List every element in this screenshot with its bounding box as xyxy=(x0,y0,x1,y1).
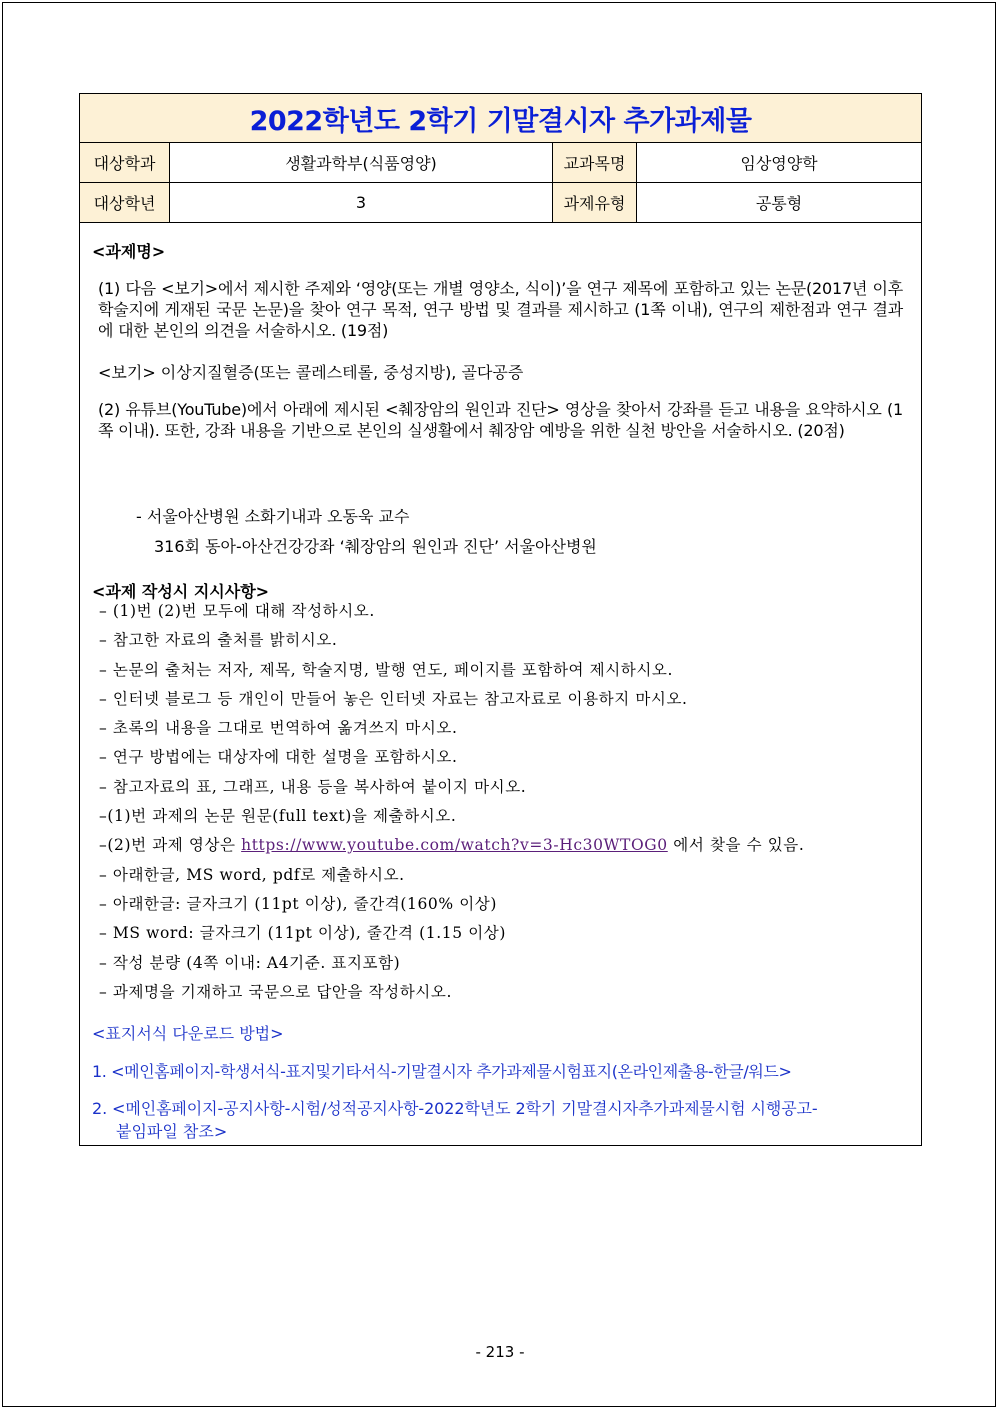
video-prefix: –(2)번 과제 영상은 xyxy=(99,836,242,855)
instruction-item: – 아래한글, MS word, pdf로 제출하시오. xyxy=(99,865,405,884)
course-label: 교과목명 xyxy=(553,143,637,182)
info-row-dept xyxy=(80,143,921,183)
question-2: (2) 유튜브(YouTube)에서 아래에 제시된 <췌장암의 원인과 진단> 영상을 찾아서 강좌를 듣고 내용을 요약하시오 (1쪽 이내). 또한, 강좌 내용을 기반으로 본인의 실생활에서 췌장암 예방을 위한 실천 방안을 서술하시오. (20점) xyxy=(98,400,903,440)
assignment-heading: <과제명> xyxy=(92,242,166,261)
lecture-title: 316회 동아-아산건강강좌 ‘췌장암의 원인과 진단’ 서울아산병원 xyxy=(154,537,597,556)
grade-label: 대상학년 xyxy=(80,183,170,222)
type-label: 과제유형 xyxy=(553,183,637,222)
instructions-heading: <과제 작성시 지시사항> xyxy=(92,582,270,601)
instruction-item: – 참고한 자료의 출처를 밝히시오. xyxy=(99,631,338,650)
instruction-item: – 작성 분량 (4쪽 이내: A4기준. 표지포함) xyxy=(99,953,401,972)
instruction-item: – 논문의 출처는 저자, 제목, 학술지명, 발행 연도, 페이지를 포함하여 제시하시오. xyxy=(99,660,674,679)
instruction-item: – 과제명을 기재하고 국문으로 답안을 작성하시오. xyxy=(99,982,452,1001)
download-item-2-cont: 붙임파일 참조> xyxy=(116,1122,228,1141)
instruction-video xyxy=(99,831,804,860)
instruction-item: – 연구 방법에는 대상자에 대한 설명을 포함하시오. xyxy=(99,748,458,767)
instruction-item: –(1)번 과제의 논문 원문(full text)을 제출하시오. xyxy=(99,807,457,826)
instruction-item: – (1)번 (2)번 모두에 대해 작성하시오. xyxy=(99,602,375,620)
title-banner xyxy=(80,94,921,143)
example-line: <보기> 이상지질혈증(또는 콜레스테롤, 중성지방), 골다공증 xyxy=(98,363,524,382)
dept-value: 생활과학부(식품영양) xyxy=(170,143,553,182)
instruction-item: – 아래한글: 글자크기 (11pt 이상), 줄간격(160% 이상) xyxy=(99,894,498,913)
question-1: (1) 다음 <보기>에서 제시한 주제와 ‘영양(또는 개별 영양소, 식이)’을 연구 제목에 포함하고 있는 논문(2017년 이후 학술지에 게재된 국문 논문)을 찾아 연구 목적, 연구 방법 및 결과를 제시하고 (1쪽 이내), 연구의 제한점과 연구 결과에 대한 본인의 의견을 서술하시오. (19점) xyxy=(98,279,903,340)
grade-value: 3 xyxy=(170,183,553,222)
instructions-list xyxy=(99,597,804,1007)
instruction-item: – MS word: 글자크기 (11pt 이상), 줄간격 (1.15 이상) xyxy=(99,924,507,943)
instruction-item: – 참고자료의 표, 그래프, 내용 등을 복사하여 붙이지 마시오. xyxy=(99,777,527,796)
dept-label: 대상학과 xyxy=(80,143,170,182)
download-item-1: 1. <메인홈페이지-학생서식-표지및기타서식-기말결시자 추가과제물시험표지(온라인제출용-한글/워드> xyxy=(92,1062,792,1081)
instruction-item: – 인터넷 블로그 등 개인이 만들어 놓은 인터넷 자료는 참고자료로 이용하지 마시오. xyxy=(99,689,688,708)
course-value: 임상영양학 xyxy=(740,154,818,173)
info-row-grade xyxy=(80,183,921,223)
lecture-professor: - 서울아산병원 소화기내과 오동욱 교수 xyxy=(136,507,410,526)
assignment-sheet xyxy=(79,93,922,1146)
document-title: 2022학년도 2학기 기말결시자 추가과제물 xyxy=(249,105,752,137)
type-value: 공통형 xyxy=(755,194,803,213)
download-item-2: 2. <메인홈페이지-공지사항-시험/성적공지사항-2022학년도 2학기 기말결시자추가과제물시험 시행공고- xyxy=(92,1099,818,1118)
download-heading: <표지서식 다운로드 방법> xyxy=(92,1024,284,1043)
video-suffix: 에서 찾을 수 있음. xyxy=(667,836,805,855)
page-number: - 213 - xyxy=(475,1343,525,1361)
instruction-item: – 초록의 내용을 그대로 번역하여 옮겨쓰지 마시오. xyxy=(99,719,458,738)
youtube-link[interactable]: https://www.youtube.com/watch?v=3-Hc30WTOG0 xyxy=(241,836,668,855)
